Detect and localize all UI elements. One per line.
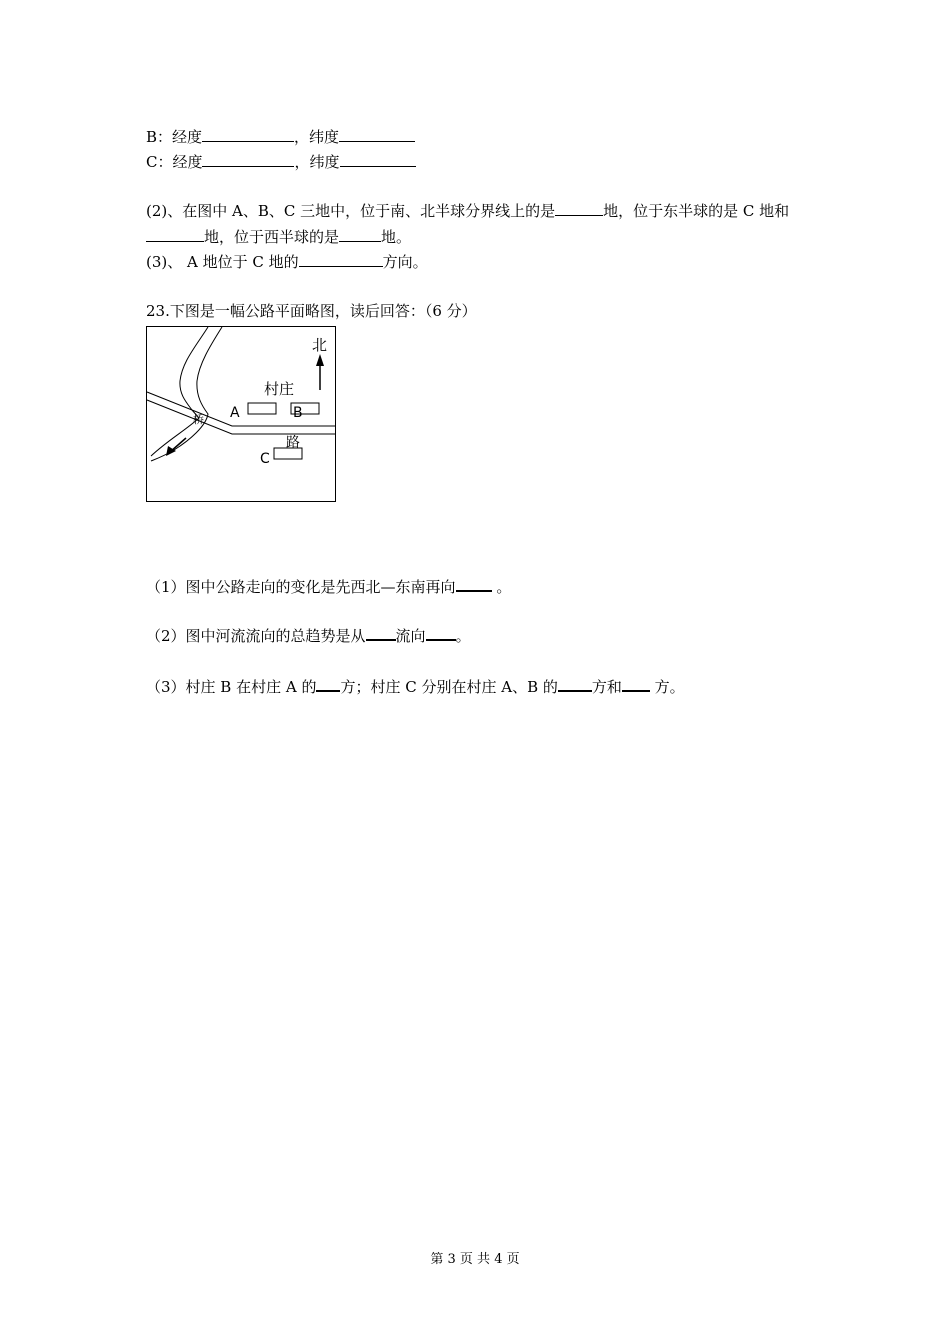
q23-s1-b: 。 — [491, 578, 512, 596]
map-label-village: 村庄 — [264, 380, 295, 398]
q22-p3-a: (3)、 A 地位于 C 地的 — [146, 253, 299, 271]
q22-b-line — [146, 127, 415, 147]
q23-sub1 — [146, 576, 511, 597]
q22-part3-line — [146, 252, 428, 272]
map-label-a: A — [230, 405, 240, 421]
q22-b-prefix: B：经度 — [146, 128, 203, 146]
q23-sub3 — [146, 676, 685, 697]
map-label-north: 北 — [312, 336, 328, 354]
blank-c-latitude[interactable] — [340, 152, 416, 167]
map-label-bridge: 桥 — [193, 413, 204, 426]
blank-direction-a-from-c[interactable] — [299, 252, 383, 267]
blank-river-from[interactable] — [366, 625, 396, 641]
blank-eastern-hemisphere[interactable] — [146, 227, 204, 242]
q22-c-line — [146, 152, 416, 172]
q23-sub2 — [146, 625, 471, 646]
q23-s3-b: 方；村庄 C 分别在村庄 A、B 的 — [340, 678, 558, 696]
map-label-b: B — [293, 405, 303, 421]
q22-p2-b: 地，位于东半球的是 C 地和 — [603, 202, 790, 220]
q23-s3-a: （3）村庄 B 在村庄 A 的 — [146, 678, 317, 696]
q23-s1-a: （1）图中公路走向的变化是先西北—东南再向 — [146, 578, 456, 596]
blank-b-latitude[interactable] — [339, 127, 415, 142]
q23-s2-b: 流向 — [395, 627, 426, 645]
blank-equator-point[interactable] — [555, 201, 603, 216]
q22-c-mid: ，纬度 — [294, 153, 340, 171]
q22-p2-c: 地，位于西半球的是 — [204, 228, 340, 246]
q23-s2-a: （2）图中河流流向的总趋势是从 — [146, 627, 366, 645]
q22-part2-line2 — [146, 227, 411, 247]
blank-c-longitude[interactable] — [202, 152, 294, 167]
page-footer: 第 3 页 共 4 页 — [430, 1252, 520, 1267]
q23-s3-d: 方。 — [649, 678, 685, 696]
blank-c-from-b[interactable] — [622, 676, 650, 692]
map-label-c: C — [260, 451, 270, 467]
q22-part2-line1 — [146, 201, 789, 221]
road-map-figure — [146, 326, 336, 502]
blank-river-to[interactable] — [426, 625, 456, 641]
q22-b-mid: ，纬度 — [294, 128, 340, 146]
q22-p2-d: 地。 — [381, 228, 412, 246]
q23-s3-c: 方和 — [591, 678, 622, 696]
blank-c-from-a[interactable] — [558, 676, 592, 692]
blank-western-hemisphere[interactable] — [339, 227, 381, 242]
q23-title: 23.下图是一幅公路平面略图，读后回答：（6 分） — [146, 302, 477, 320]
q23-s2-c: 。 — [455, 627, 471, 645]
blank-b-from-a[interactable] — [316, 676, 340, 692]
blank-road-direction[interactable] — [456, 576, 492, 592]
map-label-road: 路 — [286, 435, 300, 451]
q22-p3-b: 方向。 — [382, 253, 428, 271]
q22-c-prefix: C：经度 — [146, 153, 203, 171]
blank-b-longitude[interactable] — [202, 127, 294, 142]
q22-p2-a: (2)、在图中 A、B、C 三地中，位于南、北半球分界线上的是 — [146, 202, 556, 220]
